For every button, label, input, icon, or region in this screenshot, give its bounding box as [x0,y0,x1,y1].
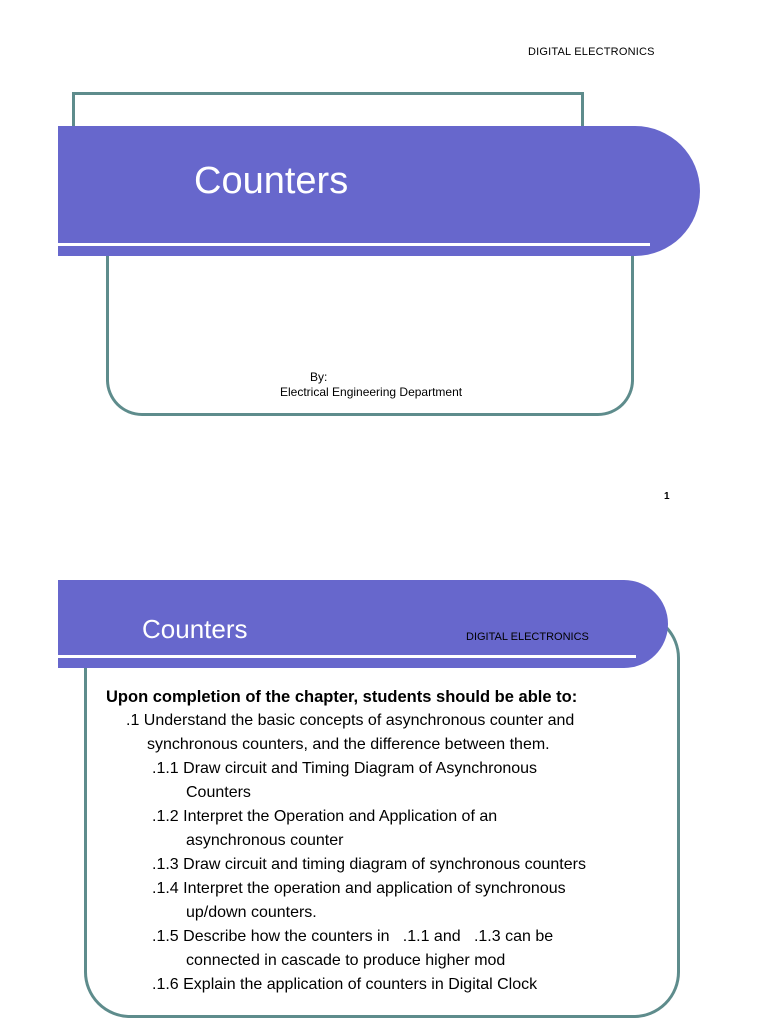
slide2-banner-divider [58,655,636,658]
objectives-list [106,685,666,997]
slide1-banner-divider [58,243,650,246]
objective-line: Counters [186,784,251,801]
objective-line: .1.2 Interpret the Operation and Application of an [152,808,498,825]
slide1-header-label: DIGITAL ELECTRONICS [528,46,655,58]
objective-line: .1.3 Draw circuit and timing diagram of synchronous counters [152,856,586,873]
objective-line: asynchronous counter [186,832,344,849]
objectives-heading: Upon completion of the chapter, students should be able to: [106,688,578,706]
objective-line: .1.4 Interpret the operation and application of synchronous [152,880,566,897]
slide2-title: Counters [142,614,248,644]
objective-line: synchronous counters, and the difference between them. [147,736,550,753]
objective-line: .1.6 Explain the application of counters in Digital Clock [152,976,538,993]
slide1-author-prefix: By: [310,370,328,384]
objective-line: connected in cascade to produce higher mod [186,952,506,969]
page-number: 1 [664,491,670,502]
slide1-department: Electrical Engineering Department [280,385,463,399]
slide1-title: Counters [194,160,349,202]
objective-line: .1.5 Describe how the counters in .1.1 and .1.3 can be [152,928,554,945]
objective-line: .1 Understand the basic concepts of asynchronous counter and [126,712,575,729]
objective-line: .1.1 Draw circuit and Timing Diagram of Asynchronous [152,760,538,777]
slide1-title-banner [58,126,700,256]
objective-line: up/down counters. [186,904,317,921]
slide2-subtitle: DIGITAL ELECTRONICS [466,631,589,643]
